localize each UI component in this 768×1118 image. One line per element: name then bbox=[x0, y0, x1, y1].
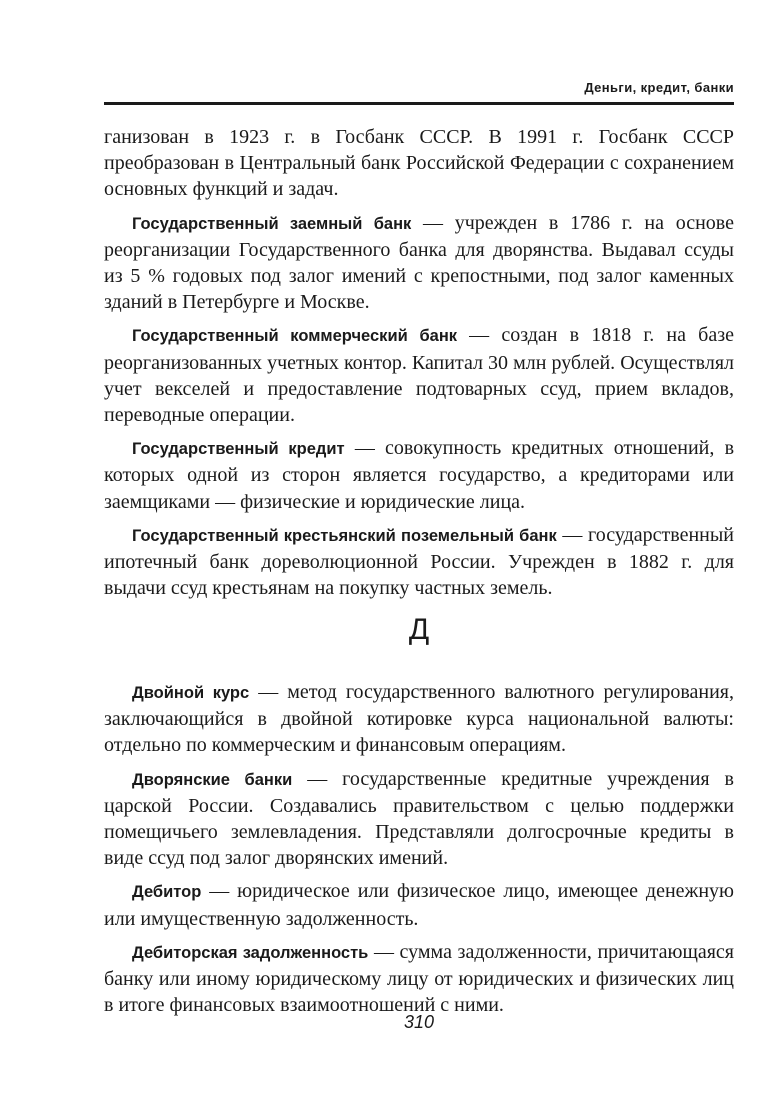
entry-text: — сумма задолженности, причитающаяся банку или иному юридическому лицу от юридических и физических лиц в итоге финансовых взаимоотношений с ними. bbox=[104, 940, 734, 1017]
entry-term: Дебиторская задолженность bbox=[132, 943, 369, 962]
entry-text: — юридическое или физическое лицо, имеющее денежную или имущественную задолженность. bbox=[104, 880, 734, 930]
entry-term: Государственный крестьянский поземельный банк bbox=[132, 526, 557, 545]
entries-before-section bbox=[104, 124, 734, 608]
section-letter: Д bbox=[408, 613, 430, 646]
page-number: 310 bbox=[403, 1012, 435, 1032]
entry-term: Государственный кредит bbox=[132, 440, 345, 459]
entry-term: Государственный заемный банк bbox=[132, 214, 412, 233]
entry-gosudarstvenny-kommerchesky-bank bbox=[104, 322, 734, 428]
entry-text: — создан в 1818 г. на базе реорганизованных учетных контор. Капитал 30 млн рублей. Осуществлял учет векселей и предоставление подтоварных ссуд, прием вкладов, переводные операции. bbox=[104, 324, 734, 427]
book-page bbox=[104, 70, 734, 1090]
entry-dvoynoy-kurs bbox=[104, 679, 734, 759]
entry-dvoryanskie-banki bbox=[104, 766, 734, 872]
entry-gosudarstvenny-zaemny-bank bbox=[104, 210, 734, 316]
entry-term: Дебитор bbox=[132, 883, 202, 902]
header-rule bbox=[104, 102, 734, 105]
entry-term: Двойной курс bbox=[132, 684, 250, 702]
entry-text: — государственные кредитные учреждения в царской России. Создавались правительством с целью поддержки помещичьего землевладения. Представляли долгосрочные кредиты в виде ссуд под залог дворянских имений. bbox=[104, 767, 734, 870]
entry-continued bbox=[104, 124, 734, 203]
entry-text: — учрежден в 1786 г. на основе реорганизации Государственного банка для дворянства. Выдавал ссуды из 5 % годовых под залог имений с крепостными, под залог каменных зданий в Петербурге и Москве. bbox=[104, 211, 734, 314]
entry-term: Государственный коммерческий банк bbox=[132, 327, 458, 346]
entry-text: — метод государственного валютного регулирования, заключающийся в двойной котировке курса национальной валюты: отдельно по коммерческим и финансовым операциям. bbox=[104, 681, 734, 757]
entry-text: — совокупность кредитных отношений, в которых одной из сторон является государство, а кредиторами или заемщиками — физические и юридические лица. bbox=[104, 437, 735, 513]
entry-krestyansky-pozemelny-bank bbox=[104, 522, 734, 602]
entry-term: Дворянские банки bbox=[132, 770, 293, 789]
entry-text: ганизован в 1923 г. в Госбанк СССР. В 1991 г. Госбанк СССР преобразован в Центральный банк Российской Федерации с сохранением основных функций и задач. bbox=[104, 126, 734, 201]
entry-debitor bbox=[104, 878, 734, 931]
entries-section-d bbox=[104, 679, 734, 1025]
entry-debitorskaya-zadolzhennost bbox=[104, 939, 734, 1019]
entry-text: — государственный ипотечный банк дореволюционной России. Учрежден в 1882 г. для выдачи ссуд крестьянам на покупку частных земель. bbox=[104, 523, 734, 600]
entry-gosudarstvenny-kredit bbox=[104, 435, 734, 515]
running-head: Деньги, кредит, банки bbox=[584, 80, 734, 95]
